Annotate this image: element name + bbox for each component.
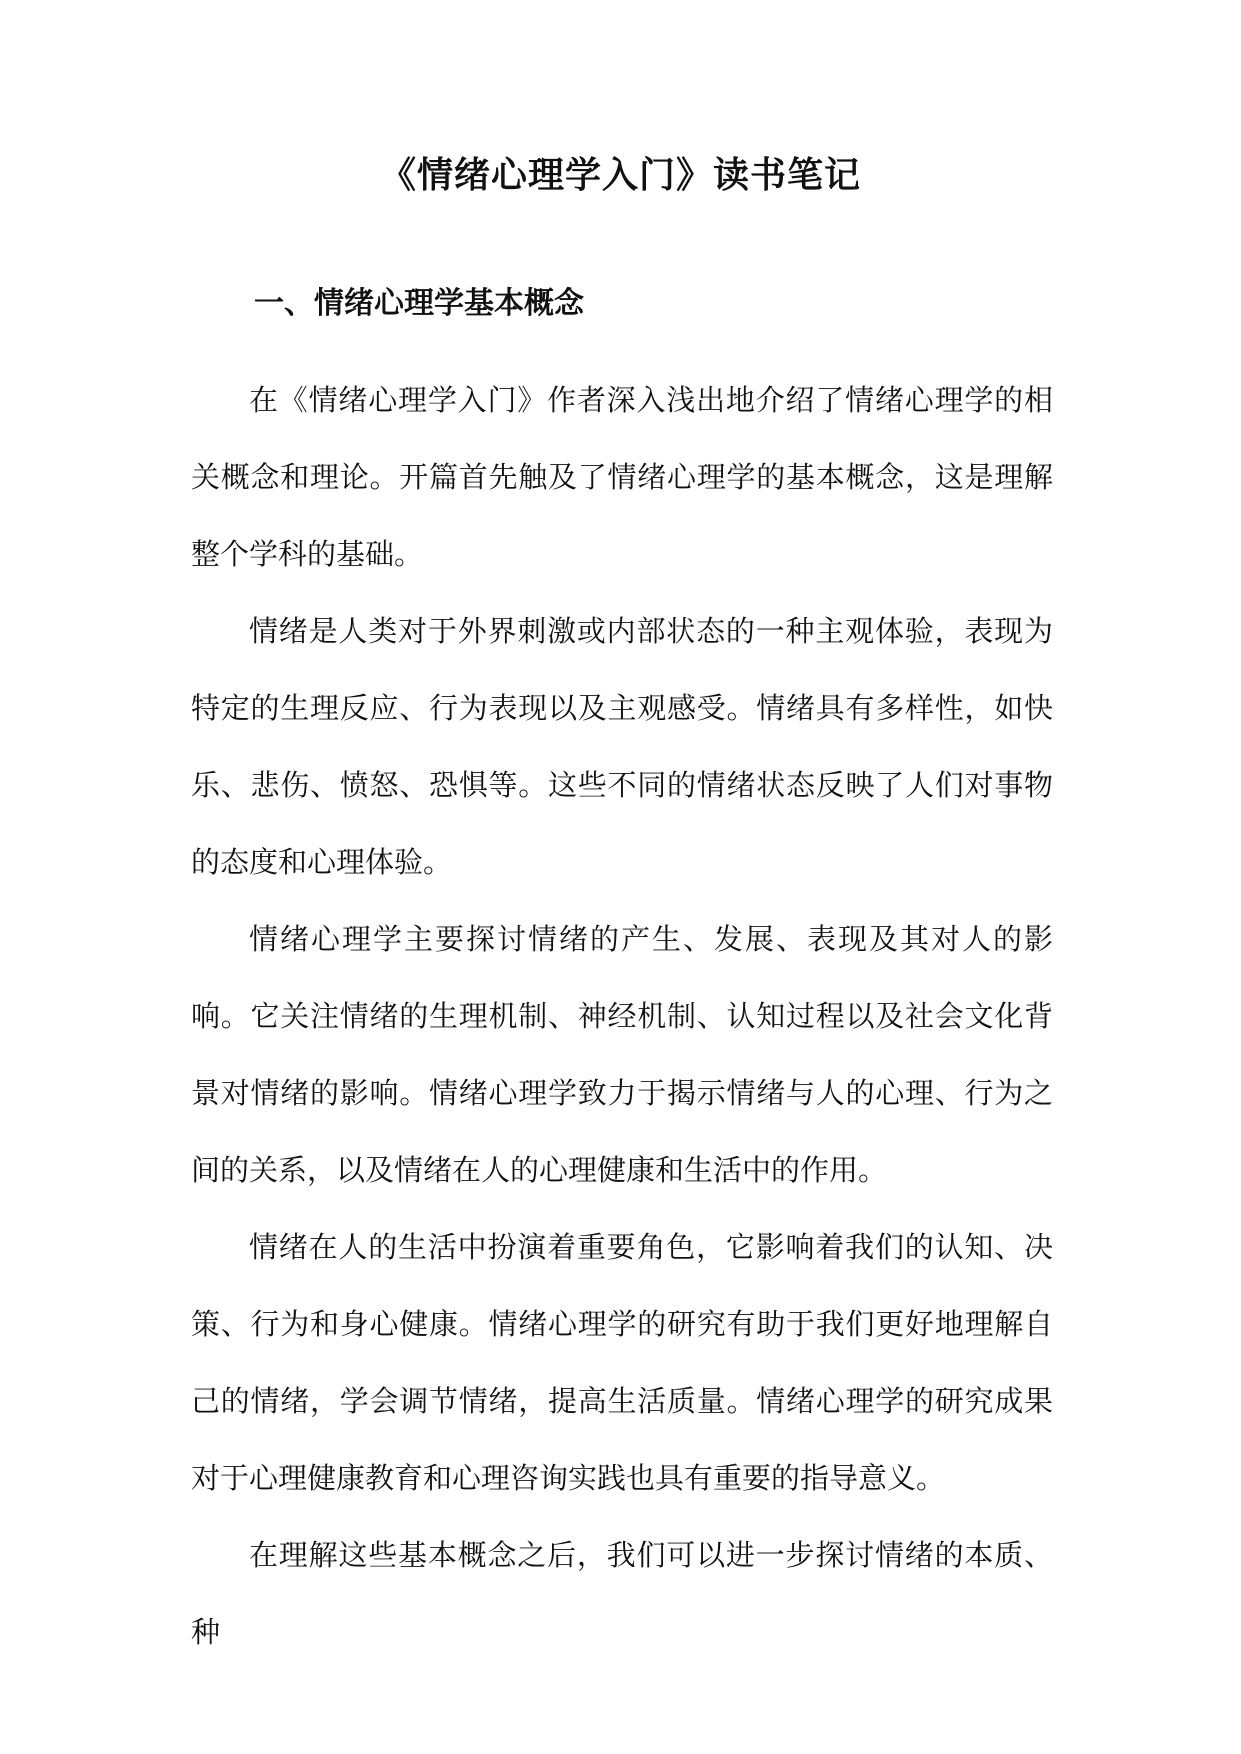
paragraph: 情绪在人的生活中扮演着重要角色，它影响着我们的认知、决策、行为和身心健康。情绪心理学的研究有助于我们更好地理解自己的情绪，学会调节情绪，提高生活质量。情绪心理学的研究成果对于心理健康教育和心理咨询实践也具有重要的指导意义。	[191, 1230, 1053, 1495]
paragraph: 情绪心理学主要探讨情绪的产生、发展、表现及其对人的影响。它关注情绪的生理机制、神经机制、认知过程以及社会文化背景对情绪的影响。情绪心理学致力于揭示情绪与人的心理、行为之间的关系，以及情绪在人的心理健康和生活中的作用。	[191, 922, 1053, 1187]
paragraph: 在《情绪心理学入门》作者深入浅出地介绍了情绪心理学的相关概念和理论。开篇首先触及了情绪心理学的基本概念，这是理解整个学科的基础。	[191, 383, 1053, 571]
document-body	[191, 362, 1053, 1671]
section-heading: 一、情绪心理学基本概念	[254, 286, 584, 321]
paragraph: 情绪是人类对于外界刺激或内部状态的一种主观体验，表现为特定的生理反应、行为表现以及主观感受。情绪具有多样性，如快乐、悲伤、愤怒、恐惧等。这些不同的情绪状态反映了人们对事物的态度和心理体验。	[191, 614, 1053, 879]
document-title: 《情绪心理学入门》读书笔记	[379, 154, 861, 196]
paragraph: 在理解这些基本概念之后，我们可以进一步探讨情绪的本质、种	[191, 1538, 1053, 1649]
